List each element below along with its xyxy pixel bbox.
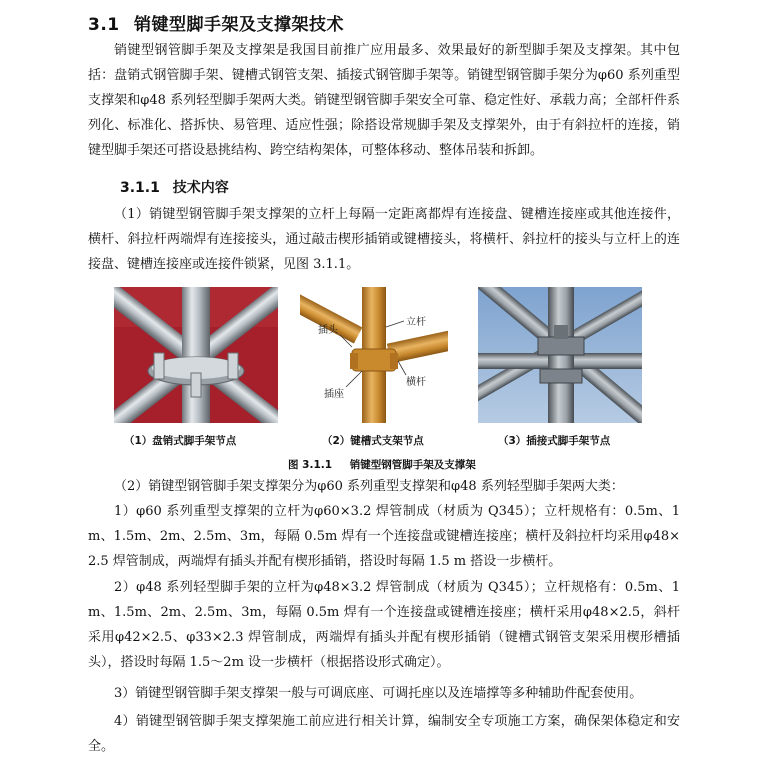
figure-title-text: 销键型钢管脚手架及支撑架	[349, 459, 476, 471]
subsection-number: 3.1.1	[120, 180, 160, 196]
content-paragraph-2-1: 1）φ60 系列重型支撑架的立杆为φ60×3.2 焊管制成（材质为 Q345）；立杆规格有：0.5m、1m、1.5m、2m、2.5m、3m，每隔 0.5m 焊有一个连接盘或键槽连接座；横杆及斜拉杆均采用φ48×2.5 焊管制成，两端焊有插头并配有楔形插销，搭设时每隔 1.5 m 搭设一步横杆。	[88, 504, 680, 569]
socket-label: 插座	[324, 389, 344, 400]
content-paragraph-3: 3）销键型钢管脚手架支撑架一般与可调底座、可调托座以及连墙撑等多种辅助件配套使用。	[114, 686, 643, 701]
figure-title	[288, 457, 476, 472]
section-title: 销键型脚手架及支撑架技术	[134, 15, 345, 35]
disc-pin-node-photo	[114, 287, 278, 423]
crossbar-label: 横杆	[406, 377, 426, 388]
figure-images	[114, 287, 654, 427]
figure-caption-1: （1）盘销式脚手架节点	[124, 435, 237, 447]
content-paragraph-4: 4）销键型钢管脚手架支撑架施工前应进行相关计算，编制安全专项施工方案，确保架体稳定和安全。	[88, 714, 680, 754]
content-paragraph-2-2: 2）φ48 系列轻型脚手架的立杆为φ48×3.2 焊管制成（材质为 Q345）；立杆规格有：0.5m、1m、1.5m、2m、2.5m、3m，每隔 0.5m 焊有一个连接盘或键槽连接座；横杆采用φ48×2.5，斜杆采用φ42×2.5、φ33×2.3 焊管制成，两端焊有插头并配有楔形插销（键槽式钢管支架采用楔形槽插头），搭设时每隔 1.5～2m 设一步横杆（根据搭设形式确定）。	[88, 580, 680, 670]
pole-label: 立杆	[406, 317, 426, 328]
figure-caption-3: （3）插接式脚手架节点	[498, 435, 611, 447]
section-number: 3.1	[88, 15, 120, 35]
plug-label: 插头	[318, 325, 338, 336]
section-heading	[88, 10, 344, 35]
subsection-title: 技术内容	[172, 180, 229, 196]
subsection-heading	[120, 177, 229, 197]
figure-number: 图 3.1.1	[288, 459, 333, 471]
plug-in-node-photo	[478, 287, 642, 423]
figure-caption-2: （2）键槽式支架节点	[322, 435, 424, 447]
content-paragraph-1: （1）销键型钢管脚手架支撑架的立杆上每隔一定距离都焊有连接盘、键槽连接座或其他连接件，横杆、斜拉杆两端焊有连接接头，通过敲击楔形插销或键槽接头，将横杆、斜拉杆的接头与立杆上的连接盘、键槽连接座或连接件锁紧，见图 3.1.1。	[88, 207, 680, 272]
content-paragraph-2: （2）销键型钢管脚手架支撑架分为φ60 系列重型支撑架和φ48 系列轻型脚手架两大类：	[114, 479, 624, 494]
key-slot-node-illustration	[300, 287, 448, 423]
intro-paragraph: 销键型钢管脚手架及支撑架是我国目前推广应用最多、效果最好的新型脚手架及支撑架。其中包括：盘销式钢管脚手架、键槽式钢管支架、插接式钢管脚手架等。销键型钢管脚手架分为φ60 系列重型支撑架和φ48 系列轻型脚手架两大类。销键型钢管脚手架安全可靠、稳定性好、承载力高；全部杆件系列化、标准化、搭拆快、易管理、适应性强；除搭设常规脚手架及支撑架外，由于有斜拉杆的连接，销键型脚手架还可搭设悬挑结构、跨空结构架体，可整体移动、整体吊装和拆卸。	[88, 43, 680, 158]
